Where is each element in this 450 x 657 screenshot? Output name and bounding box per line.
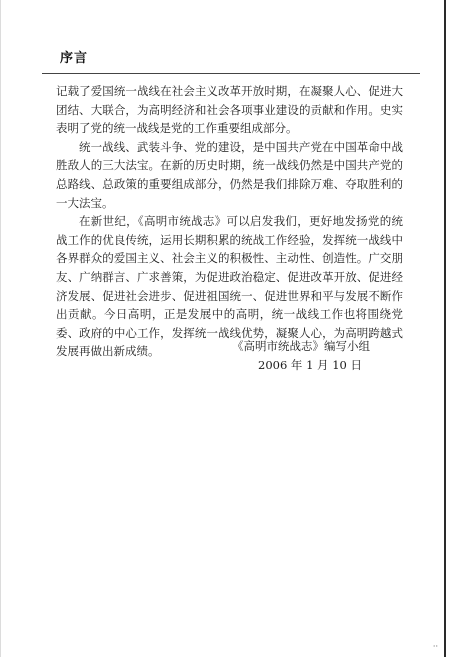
paragraph-3: 在新世纪，《高明市统战志》可以启发我们，更好地发扬党的统战工作的优良传统，运用长期积累的统战工作经验，发挥统一战线中各界群众的爱国主义、社会主义的积极性、主动性、创造性。广交朋友、广纳群言、广求善策，为促进政治稳定、促进改革开放、促进经济发展、促进社会进步、促进祖国统一、促进世界和平与发展不断作出贡献。今日高明，正是发展中的高明，统一战线工作也将围绕党委、政府的中心工作，发挥统一战线优势，凝聚人心，为高明跨越式发展再做出新成绩。 xyxy=(56,214,403,359)
page-title: 序言 xyxy=(60,51,89,66)
body-text xyxy=(56,82,403,361)
paragraph-2: 统一战线、武装斗争、党的建设，是中国共产党在中国革命中战胜敌人的三大法宝。在新的历史时期，统一战线仍然是中国共产党的总路线、总政策的重要组成部分，仍然是我们排除万难、夺取胜利的一大法宝。 xyxy=(56,139,403,210)
signature-block xyxy=(232,337,370,375)
header-rule xyxy=(42,73,420,74)
page-mark: ·· xyxy=(432,642,438,651)
signature-author: 《高明市统战志》编写小组 xyxy=(232,339,370,353)
paragraph-1: 记载了爱国统一战线在社会主义改革开放时期，在凝聚人心、促进大团结、大联合，为高明经济和社会各项事业建设的贡献和作用。史实表明了党的统一战线是党的工作重要组成部分。 xyxy=(56,84,403,136)
signature-date: 2006 年 1 月 10 日 xyxy=(258,358,362,372)
